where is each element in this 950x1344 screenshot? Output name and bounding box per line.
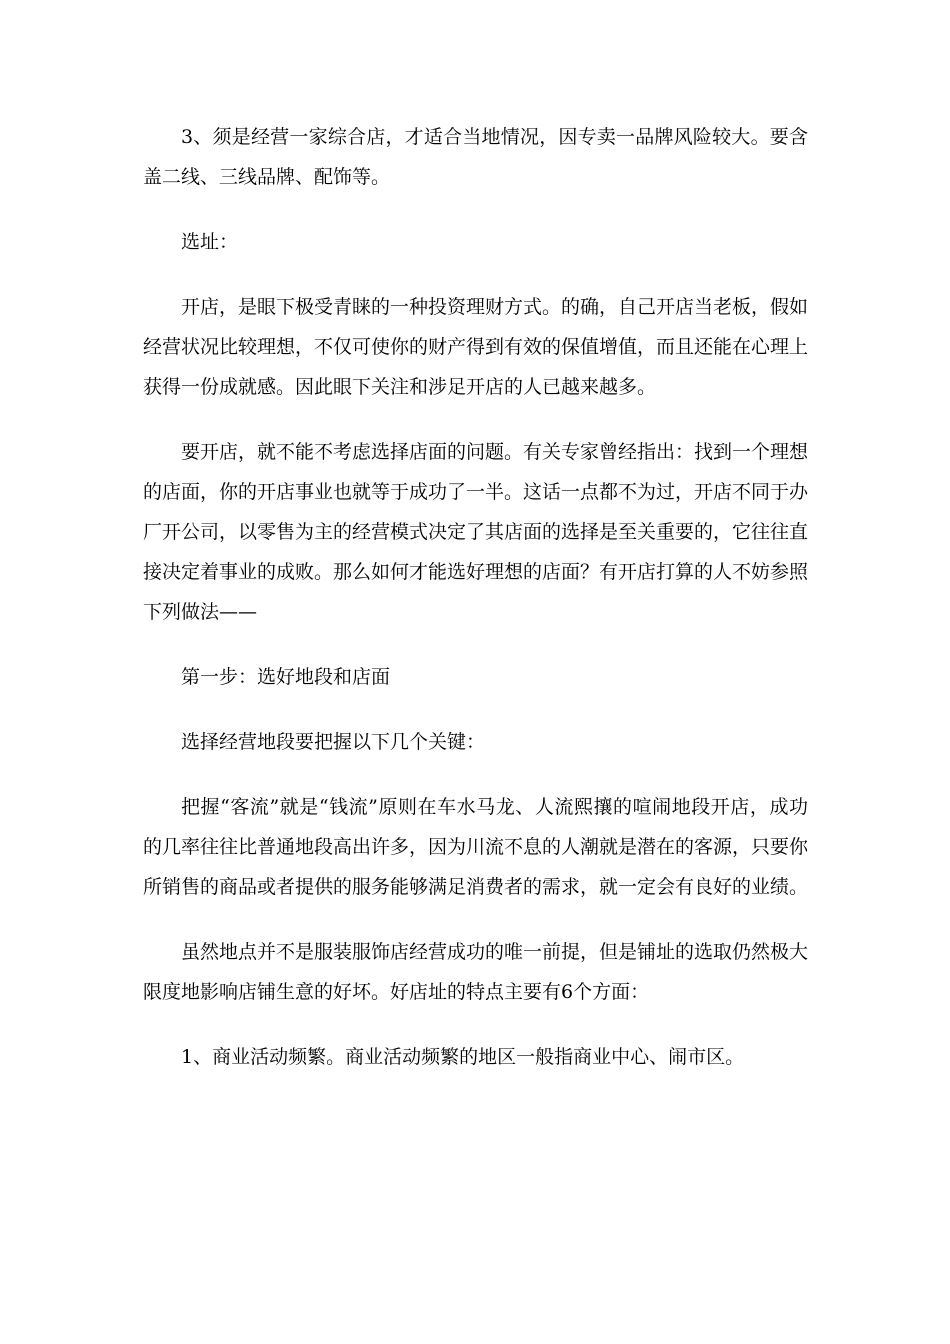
step-one-heading: 第一步：选好地段和店面 (181, 666, 391, 688)
paragraph-opening-store: 开店，是眼下极受青睐的一种投资理财方式。的确，自己开店当老板，假如经营状况比较理想，不仅可使你的财产得到有效的保值增值，而且还能在心理上获得一份成就感。因此眼下关注和涉足开店的人已越来越多。 (143, 296, 809, 398)
document-body (143, 117, 808, 1102)
paragraph-choosing-storefront: 要开店，就不能不考虑选择店面的问题。有关专家曾经指出：找到一个理想的店面，你的开店事业也就等于成功了一半。这话一点都不为过，开店不同于办厂开公司，以零售为主的经营模式决定了其店面的选择是至关重要的，它往往直接决定着事业的成败。那么如何才能选好理想的店面？有开店打算的人不妨参照下列做法—— (143, 441, 809, 623)
section-heading-site-selection: 选址： (181, 231, 239, 253)
paragraph-point-one: 1、商业活动频繁。商业活动频繁的地区一般指商业中心、闹市区。 (181, 1046, 745, 1068)
paragraph-key-points-intro: 选择经营地段要把握以下几个关键： (181, 731, 486, 753)
paragraph-store-type: 3、须是经营一家综合店，才适合当地情况，因专卖一品牌风险较大。要含盖二线、三线品牌、配饰等。 (143, 126, 808, 188)
paragraph-customer-flow: 把握“客流”就是“钱流”原则在车水马龙、人流熙攘的喧闹地段开店，成功的几率往往比普通地段高出许多，因为川流不息的人潮就是潜在的客源，只要你所销售的商品或者提供的服务能够满足消费者的需求，就一定会有良好的业绩。 (143, 796, 809, 898)
paragraph-location-importance: 虽然地点并不是服装服饰店经营成功的唯一前提，但是铺址的选取仍然极大限度地影响店铺生意的好坏。好店址的特点主要有6个方面： (143, 941, 809, 1003)
